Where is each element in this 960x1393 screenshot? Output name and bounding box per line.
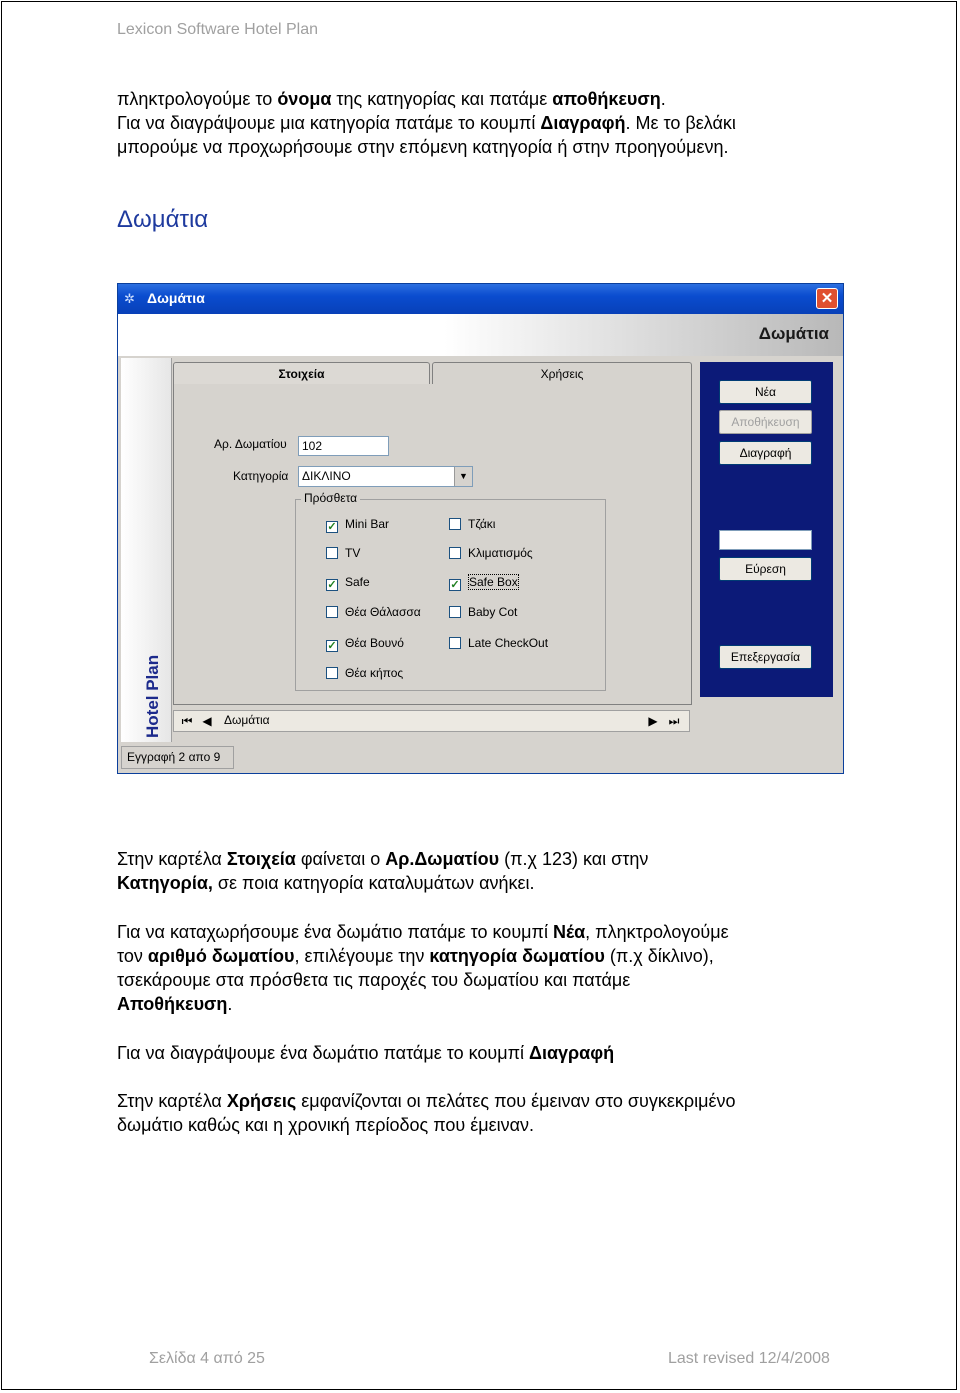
close-icon[interactable]: ✕ [816, 288, 838, 309]
save-button[interactable]: Αποθήκευση [719, 410, 812, 434]
body-p3: Για να διαγράψουμε ένα δωμάτιο πατάμε το κουμπί Διαγραφή [117, 1043, 615, 1063]
checkbox-unchecked-icon [326, 547, 338, 559]
find-input[interactable] [719, 530, 812, 550]
window-titlebar [118, 284, 843, 314]
intro-line-3: μπορούμε να προχωρήσουμε στην επόμενη κατηγορία ή στην προηγούμενη. [117, 137, 729, 157]
intro-line-2: Για να διαγράψουμε μια κατηγορία πατάμε το κουμπί Διαγραφή. Με το βελάκι [117, 113, 736, 133]
checkbox-unchecked-icon [449, 547, 461, 559]
checkbox-fireplace[interactable]: Τζάκι [449, 517, 495, 531]
room-no-input[interactable]: 102 [298, 436, 389, 456]
section-title: Δωμάτια [117, 206, 209, 233]
prev-record-icon[interactable]: ◀ [202, 714, 212, 728]
checkbox-unchecked-icon [449, 606, 461, 618]
checkbox-unchecked-icon [326, 667, 338, 679]
rooms-window [117, 283, 844, 774]
record-navigator [173, 710, 690, 732]
room-no-label: Αρ. Δωματίου [214, 437, 287, 451]
tab-details[interactable]: Στοιχεία [173, 362, 430, 388]
checkbox-sea-view[interactable]: Θέα Θάλασσα [326, 605, 421, 619]
hotel-plan-logo: Hotel Plan [143, 654, 162, 738]
body-p1-line1: Στην καρτέλα Στοιχεία φαίνεται ο Αρ.Δωματίου (π.χ 123) και στην [117, 849, 649, 869]
chevron-down-icon[interactable]: ▼ [454, 467, 472, 486]
navigator-label: Δωμάτια [224, 713, 270, 727]
window-title: Δωμάτια [147, 290, 205, 306]
checkbox-unchecked-icon [449, 518, 461, 530]
logo-strip [121, 358, 172, 742]
process-button[interactable]: Επεξεργασία [719, 645, 812, 669]
checkbox-checked-icon: ✓ [327, 640, 337, 652]
checkbox-checked-icon: ✓ [450, 579, 460, 591]
body-p2-line2: τον αριθμό δωματίου, επιλέγουμε την κατηγορία δωματίου (π.χ δίκλινο), [117, 946, 714, 966]
delete-button[interactable]: Διαγραφή [719, 441, 812, 465]
app-icon: ✲ [124, 291, 135, 306]
checkbox-mini-bar[interactable]: ✓ Mini Bar [327, 517, 390, 533]
checkbox-checked-icon: ✓ [327, 521, 337, 533]
record-status: Εγγραφή 2 απο 9 [121, 746, 234, 769]
body-p2-line3: τσεκάρουμε στα πρόσθετα τις παροχές του δωματίου και πατάμε [117, 970, 631, 990]
checkbox-safe-box[interactable]: ✓ Safe Box [450, 575, 518, 591]
last-revised: Last revised 12/4/2008 [668, 1350, 830, 1367]
find-button[interactable]: Εύρεση [719, 557, 812, 581]
category-value: ΔΙΚΛΙΝΟ [302, 469, 351, 483]
checkbox-unchecked-icon [326, 606, 338, 618]
body-p1-line2: Κατηγορία, σε ποια κατηγορία καταλυμάτων ανήκει. [117, 873, 535, 893]
checkbox-mountain-view[interactable]: ✓ Θέα Βουνό [327, 636, 404, 652]
page-number: Σελίδα 4 από 25 [149, 1350, 265, 1367]
last-record-icon[interactable]: ⏭ [668, 714, 680, 728]
tab-usage[interactable]: Χρήσεις [432, 362, 692, 386]
extras-title: Πρόσθετα [301, 491, 360, 505]
checkbox-late-checkout[interactable]: Late CheckOut [449, 636, 548, 650]
banner-title: Δωμάτια [758, 324, 829, 343]
checkbox-checked-icon: ✓ [327, 579, 337, 591]
body-p2-line1: Για να καταχωρήσουμε ένα δωμάτιο πατάμε το κουμπί Νέα, πληκτρολογούμε [117, 922, 729, 942]
first-record-icon[interactable]: ⏮ [181, 714, 193, 728]
checkbox-tv[interactable]: TV [326, 546, 360, 560]
body-p4-line1: Στην καρτέλα Χρήσεις εμφανίζονται οι πελάτες που έμειναν στο συγκεκριμένο [117, 1091, 736, 1111]
category-label: Κατηγορία [233, 469, 289, 483]
checkbox-safe[interactable]: ✓ Safe [327, 575, 370, 591]
category-select[interactable] [298, 466, 473, 487]
next-record-icon[interactable]: ▶ [648, 714, 658, 728]
checkbox-baby-cot[interactable]: Baby Cot [449, 605, 517, 619]
new-button[interactable]: Νέα [719, 380, 812, 404]
page-header: Lexicon Software Hotel Plan [117, 21, 318, 38]
checkbox-air-conditioning[interactable]: Κλιματισμός [449, 546, 533, 560]
intro-line-1: πληκτρολογούμε το όνομα της κατηγορίας και πατάμε αποθήκευση. [117, 89, 666, 109]
checkbox-unchecked-icon [449, 637, 461, 649]
body-p2-line4: Αποθήκευση. [117, 994, 233, 1014]
body-p4-line2: δωμάτιο καθώς και η χρονική περίοδος που έμειναν. [117, 1115, 535, 1135]
checkbox-garden-view[interactable]: Θέα κήπος [326, 666, 403, 680]
window-banner [118, 314, 843, 356]
